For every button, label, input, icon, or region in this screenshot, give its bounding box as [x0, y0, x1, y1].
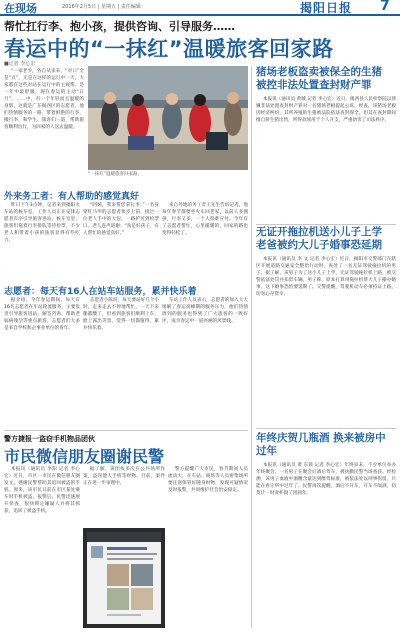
photo-caption: “一抹红”温暖旅客回家路。	[88, 172, 143, 177]
story-headline: 春运中的“一抹红”温暖旅客回家路	[4, 37, 334, 61]
subhead-volunteers: 志愿者：每天有16人在站车站服务，累并快乐着	[4, 287, 197, 297]
story2-column-b: 据了解，该团伙多次在公共场所作案，盗窃他人手机等财物。目前，案件正在进一步审理中。	[83, 467, 165, 486]
body-column-e: 志愿者小陈说，每天要站好几个小时，走来走去不停地帮忙，一天下来腿都酸了，但看到旅客们顺利上车，脸上露出笑容，觉得一切都值得，累并快乐着。	[83, 298, 159, 331]
story-byline: ■记者 李心宏	[4, 61, 36, 67]
station-volunteers-photo	[88, 66, 248, 170]
page-number: 7	[380, 0, 390, 14]
story2-headline: 市民微信朋友圈谢民警	[4, 447, 165, 466]
right-divider-1	[256, 224, 396, 225]
right-story2-headline: 无证开拖拉机送小儿子上学 老爸被约大儿子婚事恐延期	[256, 226, 382, 251]
phone-screenshot-image	[83, 528, 165, 628]
right-story3-text: 本报讯（通讯员 黄 东晨 记者 李心宏）年终岁末，不少单位举办年终聚会，一名男子在聚会后酒后驾车，被执勤民警当场查获。经检测，该男子血液中酒精含量达到醉驾标准，被依法处以刑事拘留，只能在看守所中过年了。民警再次提醒，酒后不开车，开车不喝酒，切莫让一时贪杯毁了团圆年。	[256, 463, 396, 496]
body-column-b: “阿姨，我来帮您拿行李。”一名身穿红马甲的志愿者快步上前，接过一位老人手中的大包，一路护送到检票口。老人连声道谢：“真是好孩子，有人帮忙的感觉真好。”	[83, 203, 159, 236]
body-column-f: 车站工作人员表示，志愿者的加入大大缓解了春运高峰期的服务压力，他们热情周到的服务也得到了广大旅客的一致好评，成为春运中一道亮丽的风景线。	[162, 298, 248, 324]
story2-column-c: 警方提醒广大市民，春节期间人员流动大，在车站、商场等人员密集场所要注意保管好随身财物，发现可疑情况及时报警，共同维护社会治安稳定。	[168, 467, 248, 493]
subhead-migrant-workers: 外来务工者：有人帮助的感觉真好	[4, 192, 140, 202]
paper-logo: 揭阳日报	[300, 1, 353, 15]
section-name: 在现场	[4, 2, 37, 15]
date-line: 2016年2月5日 | 星期五 | 责任编辑：	[62, 4, 146, 10]
column-divider	[251, 66, 252, 628]
right-story1-headline: 猪场老板盗卖被保全的生猪 被控非法处置查封财产罪	[256, 66, 382, 91]
right-divider-2	[256, 428, 396, 429]
right-story2-text: 本报讯（通讯员 李 文 记者 李心宏）近日，揭阳市交警部门在辖区开展道路交通安全整治行动时，查处了一名无证驾驶拖拉机的男子。据了解，该男子为了送小儿子上学，无证驾驶拖拉机上路，被交警依法处罚并扣留车辆。男子称，原本打算用拖拉机帮大儿子操办婚事，这下婚事恐怕要延期了。交警提醒，驾驶机动车必须持证上路，切勿心存侥幸。	[256, 257, 396, 297]
body-column-d: 据介绍，今年春运期间，每天有16名志愿者在车站轮流服务，主要负责引导旅客进站、解答咨询、帮助老弱病残孕等重点旅客。志愿者们大多是来自学校和企事业单位的青年。	[4, 298, 80, 331]
story-lead-text: “一家老少，各自从来来，“对口”全是“点”，无是在这样的运行中一天，大家都有这些对站在运行中的主观帮，是一年中最舒服，现在春运的主动“日月”，……中，有一个年轻而且温暖的身影，这就是广东揭西区的志愿者。他们热情服务的一路，带着鲜艳的行李、搬行李，和学生、旅客们一道，帮助旅客顺利出行，为回家的人送去温暖。	[4, 69, 84, 130]
story2-kicker: 警方捷报一盗窃手机物品团伙	[4, 435, 95, 443]
body-column-a: 昨日下午3点钟，记者来到揭阳火车站的候车室，工作人员正在安排志愿者有序引导旅客进站。候车室里，旅客们拖着行李排队等待检票，不少老人和带着小孩的旅客显得有些吃力。	[4, 203, 80, 243]
right-story3-headline: 年终庆贺几瓶酒 换来被房中过年	[256, 432, 386, 457]
story-kicker: 帮忙扛行李、抱小孩，提供咨询、引导服务……	[4, 20, 235, 33]
wechat-screenshot-photo	[83, 528, 165, 628]
station-scene-image	[88, 66, 248, 170]
body-column-c: 来自外地的务工者王先生告诉记者，他每年春节都要坐火车回老家，以前人多拥挤，行李又多，一个人很难应付。今年有了志愿者帮忙，心里暖暖的，回家的路也变得轻松了。	[162, 203, 248, 236]
right-story1-text: 本报讯（通讯员 黄城 记者 李心宏）近日，揭西县人民检察院以涉嫌非法处置查封财产罪对一名猪场老板提起公诉。经查，该猪场老板因经济纠纷，其所养殖的生猪被法院依法查封保全，但其在查封期间擅自将生猪出售，所得款项用于个人开支，严重妨害了司法秩序。	[256, 97, 396, 123]
story2-column-a: 本报讯（通讯员 李阳 记者 李心宏）近日，市区一市民在微信朋友圈发文，感谢民警帮助其追回被盗的手机。原来，该市民日前在市区某处乘车时手机被盗，报警后，民警迅速展开侦查，很快锁定嫌疑人并将其抓获，追回了被盗手机。	[4, 467, 80, 514]
section-divider	[4, 430, 248, 431]
